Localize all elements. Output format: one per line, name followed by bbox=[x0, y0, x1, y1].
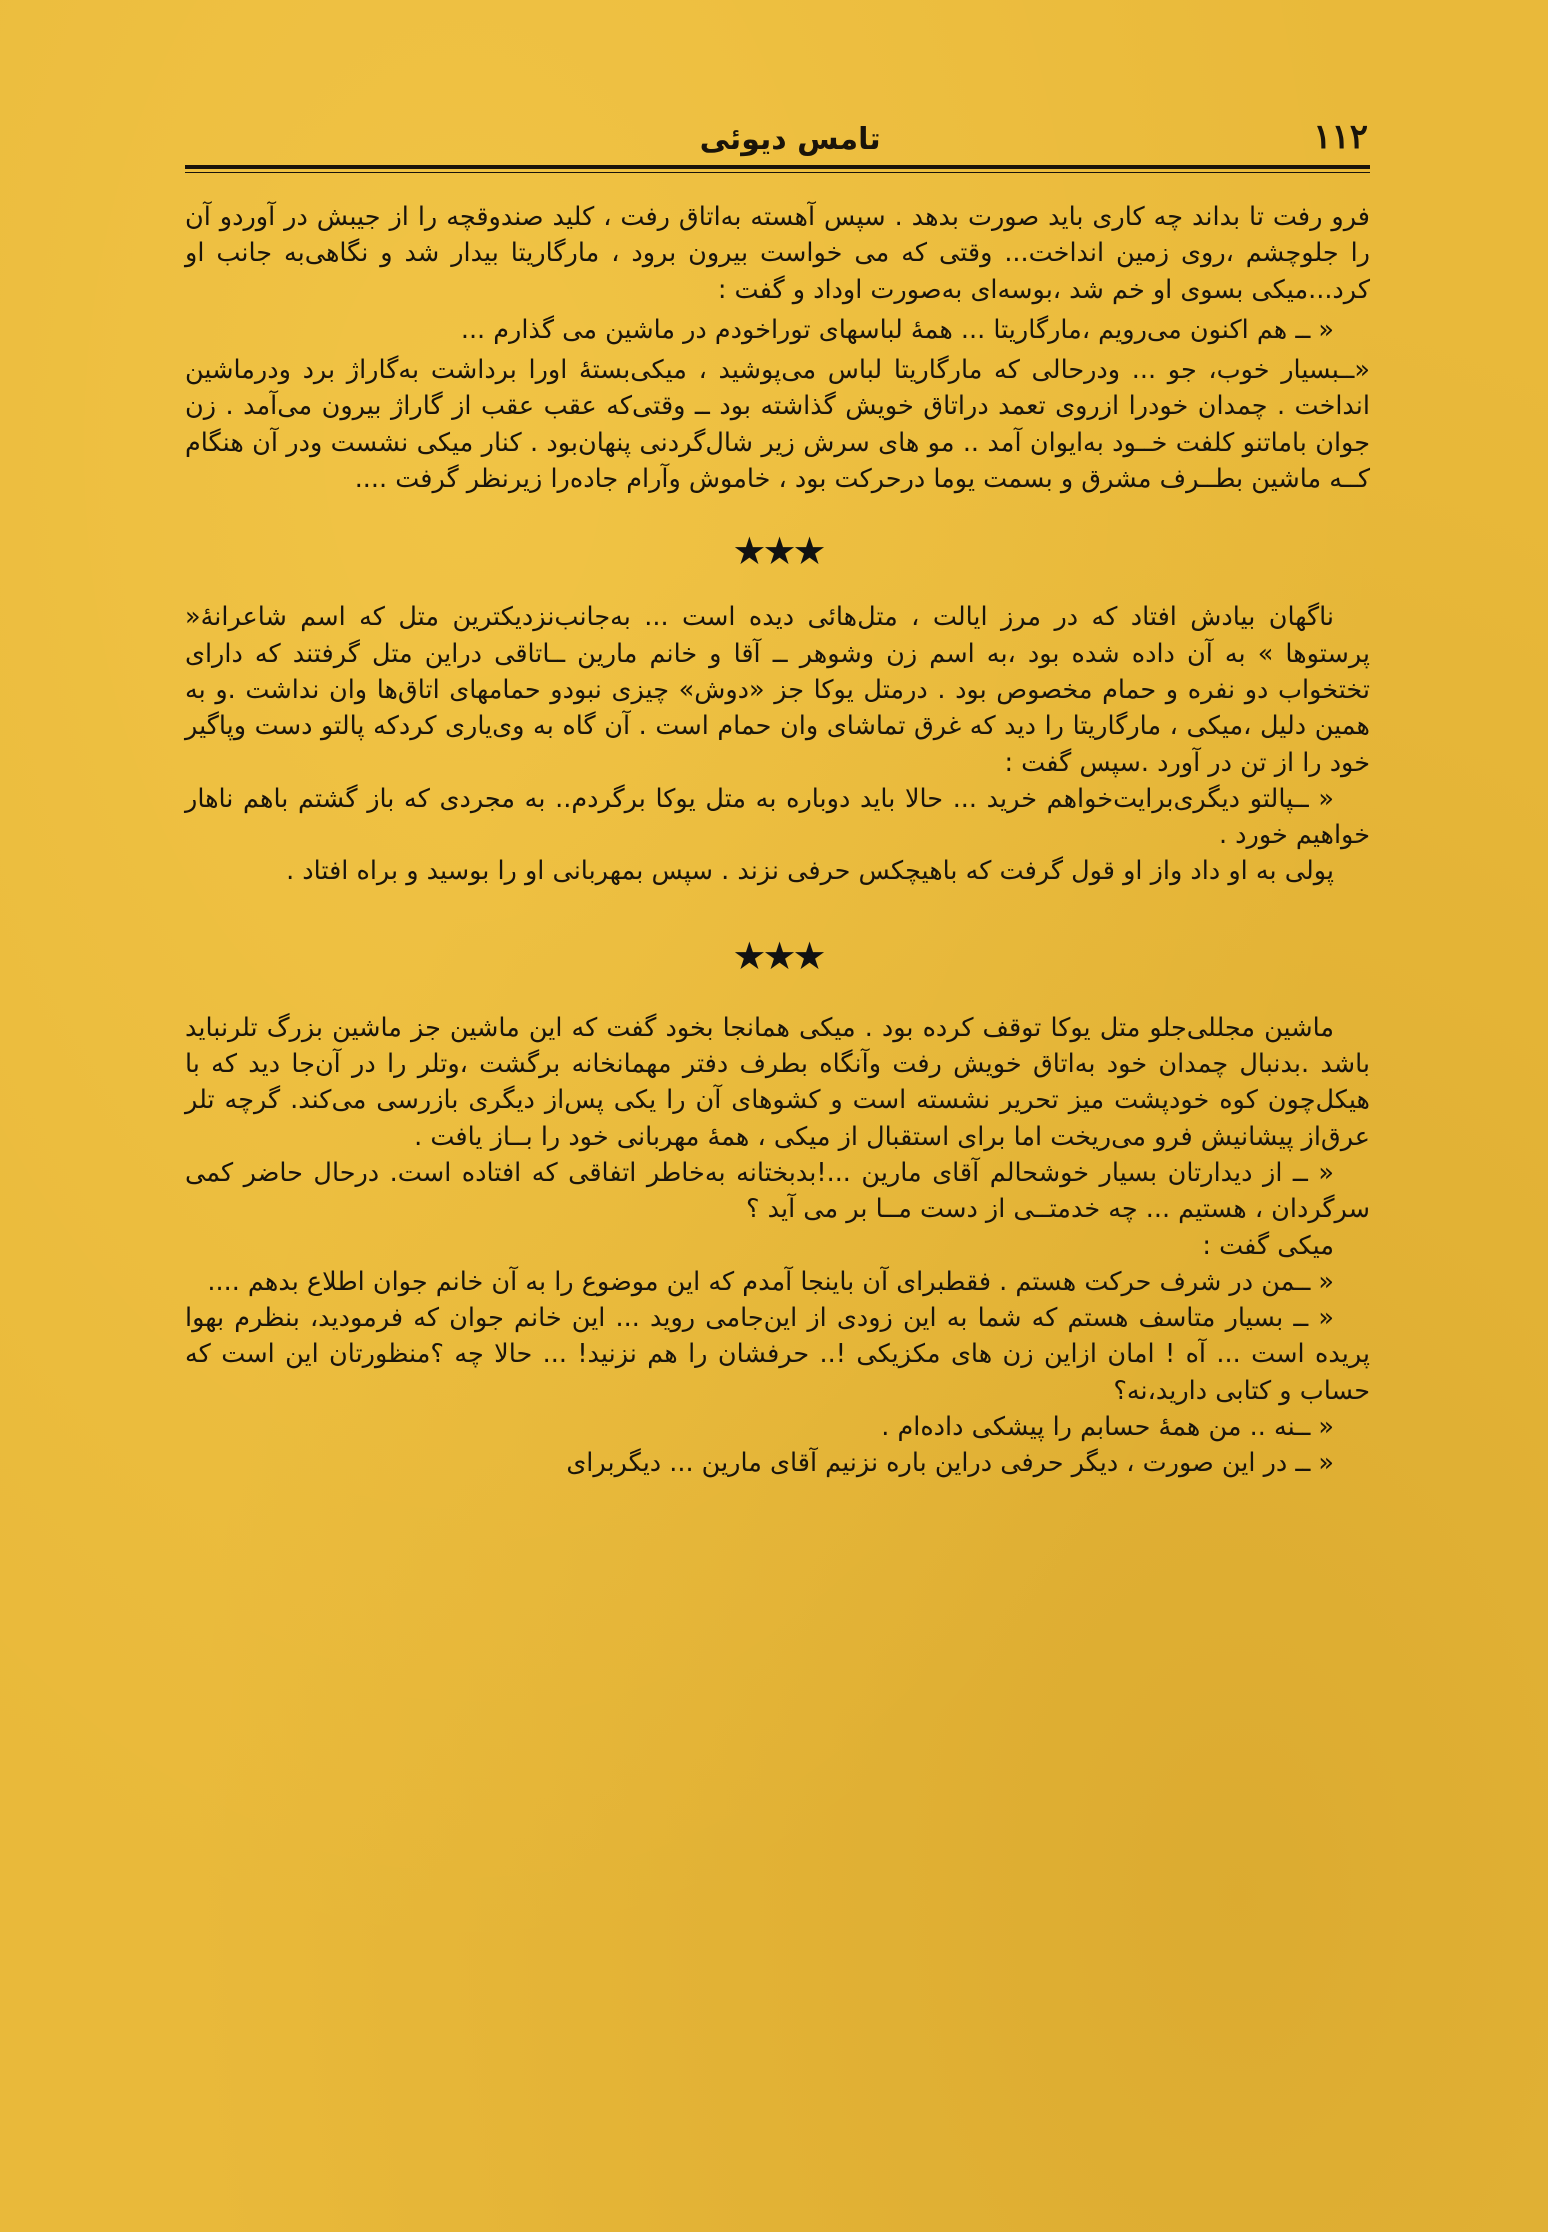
paragraph: « ــ در این صورت ، دیگر حرفی دراین باره نزنیم آقای مارین ... دیگربرای bbox=[566, 1448, 1334, 1479]
paragraph: « ــ بسیار متاسف هستم که شما به این زودی از این‌جامی روید ... این خانم جوان که فرمودید، بنظرم بهوا پریده است ... آه ! امان ازاین زن های مکزیکی !.. حرفشان را هم نزنید! ... حالا چه ؟منظورتان این است که حساب و کتابی دارید،نه؟ bbox=[185, 1303, 1370, 1406]
paragraph: «ــبسیار خوب، جو ... ودرحالی که مارگاریتا لباس می‌پوشید ، میکی‌بستهٔ اورا برداشت به‌گاراژ برد ودرماشین انداخت . چمدان خودرا ازروی تعمد دراتاق خویش گذاشته بود ــ وقتی‌که عقب عقب از گاراژ بیرون می‌آمد . زن جوان باماتنو کلفت خــود به‌ایوان آمد .. مو های سرش زیر شال‌گردنی پنهان‌بود . کنار میکی نشست ودر آن هنگام کــه ماشین بطــرف مشرق و بسمت یوما درحرکت بود ، خاموش وآرام جاده‌را زیرنظر گرفت .... bbox=[185, 355, 1370, 495]
running-title: تامس دیوئی bbox=[699, 122, 881, 157]
header-rule-thick bbox=[185, 165, 1370, 169]
paragraph: ناگهان بیادش افتاد که در مرز ایالت ، متل‌هائی دیده است ... به‌جانب‌نزدیکترین متل که اسم شاعرانهٔ« پرستوها » به آن داده شده بود ،به اسم زن وشوهر ــ آقا و خانم مارین ــاتاقی دراین متل گرفتند که دارای تختخواب دو نفره و حمام مخصوص بود . درمتل یوکا جز «دوش» چیزی نبودو حمامهای اتاق‌ها وان نداشت .و به همین دلیل ،میکی ، مارگاریتا را دید که غرق تماشای وان حمام است . آن گاه به وی‌یاری کردکه پالتو دست وپاگیر خود را از تن در آورد .سپس گفت : bbox=[185, 602, 1370, 778]
paragraph: میکی گفت : bbox=[1202, 1230, 1334, 1261]
paragraph: « ــ هم اکنون می‌رویم ،مارگاریتا ... همهٔ لباسهای توراخودم در ماشین می گذارم ... bbox=[460, 314, 1334, 345]
paragraph: « ــمن در شرف حرکت هستم . فقطبرای آن باینجا آمدم که این موضوع را به آن خانم جوان اطلاع بدهم .... bbox=[207, 1266, 1334, 1297]
book-page bbox=[185, 105, 1370, 1482]
paragraph: فرو رفت تا بداند چه کاری باید صورت بدهد . سپس آهسته به‌اتاق رفت ، کلید صندوقچه را از جیبش در آوردو آن را جلوچشم ،روی زمین انداخت... وقتی که می خواست بیرون برود ، مارگاریتا بیدار شد و نگاهی‌به جانب او کرد...میکی بسوی او خم شد ،بوسه‌ای به‌صورت اوداد و گفت : bbox=[185, 202, 1370, 305]
paragraph: « ــ از دیدارتان بسیار خوشحالم آقای مارین ...!بدبختانه به‌خاطر اتفاقی که افتاده است. درحال حاضر کمی سرگردان ، هستیم ... چه خدمتــی از دست مــا بر می آید ؟ bbox=[185, 1157, 1370, 1225]
section-3 bbox=[185, 1010, 1370, 1482]
section-separator-stars: ★★★ bbox=[732, 529, 823, 574]
paragraph: ماشین مجللی‌جلو متل یوکا توقف کرده بود . میکی همانجا بخود گفت که این ماشین جز ماشین بزرگ تلرنباید باشد .بدنبال چمدان خود به‌اتاق خویش رفت وآنگاه بطرف دفتر مهمانخانه برگشت ،وتلر را در آن‌جا دید که با هیکل‌چون کوه خودپشت میز تحریر نشسته است و کشوهای آن را یکی پس‌از دیگری بازرسی می‌کند. گرچه تلر عرق‌از پیشانیش فرو می‌ریخت اما برای استقبال از میکی ، همهٔ مهربانی خود را بــاز یافت . bbox=[185, 1012, 1370, 1152]
paragraph: « ــنه .. من همهٔ حسابم را پیشکی داده‌ام . bbox=[881, 1412, 1334, 1443]
header-rule-thin bbox=[185, 172, 1370, 173]
paragraph: « ــپالتو دیگری‌برایت‌خواهم خرید ... حالا باید دوباره به متل یوکا برگردم.. به مجردی که باز گشتم باهم ناهار خواهیم خورد . bbox=[185, 783, 1370, 851]
page-number: ۱۱۲ bbox=[1313, 117, 1368, 157]
section-2 bbox=[185, 599, 1370, 889]
page-header bbox=[185, 105, 1370, 157]
section-separator-stars: ★★★ bbox=[732, 933, 823, 978]
paragraph: پولی به او داد واز او قول گرفت که باهیچکس حرفی نزند . سپس بمهربانی او را بوسید و براه افتاد . bbox=[286, 856, 1334, 887]
section-1 bbox=[185, 199, 1370, 497]
